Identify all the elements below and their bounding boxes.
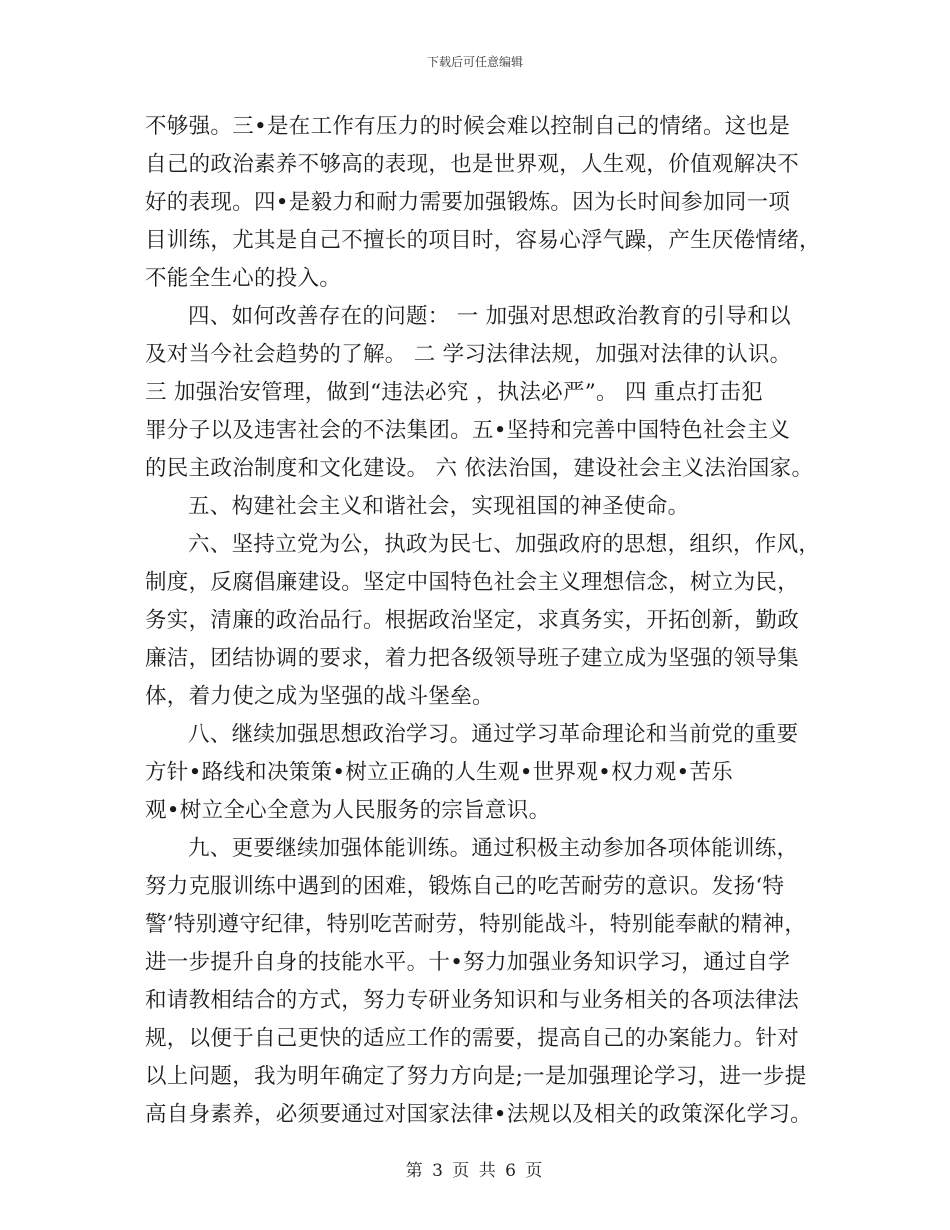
text-line: 规，以便于自己更快的适应工作的需要，提高自己的办案能力。针对	[145, 1026, 800, 1051]
paragraph-start-line: 九、更要继续加强体能训练。通过积极主动参加各项体能训练，	[188, 836, 799, 861]
text-line: 目训练，尤其是自己不擅长的项目时，容易心浮气躁，产生厌倦情绪，	[145, 228, 821, 253]
text-line: 警’特别遵守纪律，特别吃苦耐劳，特别能战斗，特别能奉献的精神，	[145, 912, 807, 937]
text-line: 进一步提升自身的技能水平。十•努力加强业务知识学习，通过自学	[145, 950, 791, 975]
text-line: 制度，反腐倡廉建设。坚定中国特色社会主义理想信念，树立为民，	[145, 570, 800, 595]
text-line: 方针•路线和决策策•树立正确的人生观•世界观•权力观•苦乐	[145, 760, 734, 785]
text-line: 廉洁，团结协调的要求，着力把各级领导班子建立成为坚强的领导集	[145, 646, 800, 671]
text-line: 和请教相结合的方式，努力专研业务知识和与业务相关的各项法律法	[145, 988, 800, 1013]
text-line: 三 加强治安管理，做到“违法必究 ，执法必严”。 四 重点打击犯	[145, 380, 763, 405]
text-line: 努力克服训练中遇到的困难，锻炼自己的吃苦耐劳的意识。发扬‘特	[145, 874, 785, 899]
text-line: 务实，清廉的政治品行。根据政治坚定，求真务实，开拓创新，勤政	[145, 608, 800, 633]
text-line: 罪分子以及违害社会的不法集团。五•坚持和完善中国特色社会主义	[145, 418, 791, 443]
paragraph-start-line: 八、继续加强思想政治学习。通过学习革命理论和当前党的重要	[188, 722, 799, 747]
body-text	[145, 108, 821, 1134]
text-line: 以上问题，我为明年确定了努力方向是;一是加强理论学习，进一步提	[145, 1064, 807, 1089]
text-line: 不够强。三•是在工作有压力的时候会难以控制自己的情绪。这也是	[145, 114, 791, 139]
page-header: 下载后可任意编辑	[426, 55, 523, 69]
text-line: 高自身素养，必须要通过对国家法律•法规以及相关的政策深化学习。	[145, 1102, 812, 1127]
text-line: 不能全生心的投入。	[145, 266, 342, 291]
paragraph-start-line: 六、坚持立党为公，执政为民七、加强政府的思想，组织，作风，	[188, 532, 821, 557]
page-number-footer: 第 3 页 共 6 页	[405, 1161, 545, 1181]
text-line: 好的表现。四•是毅力和耐力需要加强锻炼。因为长时间参加同一项	[145, 190, 791, 215]
text-line: 体，着力使之成为坚强的战斗堡垒。	[145, 684, 494, 709]
text-line: 及对当今社会趋势的了解。 二 学习法律法规，加强对法律的认识。	[145, 342, 792, 367]
text-line: 的民主政治制度和文化建设。 六 依法治国，建设社会主义法治国家。	[145, 456, 814, 481]
paragraph-start-line: 四、如何改善存在的问题： 一 加强对思想政治教育的引导和以	[188, 304, 791, 329]
text-line: 观•树立全心全意为人民服务的宗旨意识。	[145, 798, 551, 823]
text-line: 自己的政治素养不够高的表现，也是世界观，人生观，价值观解决不	[145, 152, 800, 177]
paragraph-start-line: 五、构建社会主义和谐社会，实现祖国的神圣使命。	[188, 494, 690, 519]
